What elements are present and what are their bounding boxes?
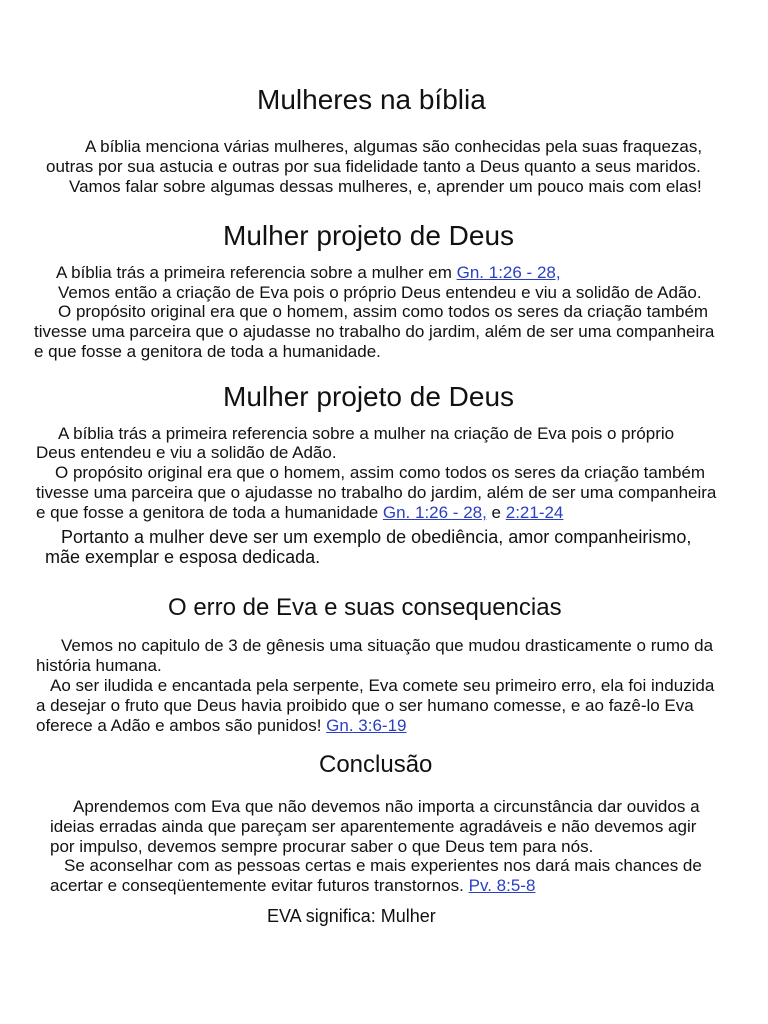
paragraph-line: tivesse uma parceira que o ajudasse no trabalho do jardim, além de ser uma companheira	[34, 322, 715, 341]
paragraph-text: e que fosse a genitora de toda a humanidade	[36, 503, 383, 522]
paragraph-line	[36, 716, 406, 736]
paragraph-line: Vemos então a criação de Eva pois o próprio Deus entendeu e viu a solidão de Adão.	[58, 283, 702, 302]
conjunction-text: e	[486, 503, 506, 522]
section-heading: Mulher projeto de Deus	[223, 381, 515, 412]
paragraph-line: tivesse uma parceira que o ajudasse no trabalho do jardim, além de ser uma companheira	[36, 483, 717, 502]
page-title: Mulheres na bíblia	[257, 84, 486, 115]
intro-line: Vamos falar sobre algumas dessas mulheres, e, aprender um pouco mais com elas!	[69, 177, 702, 196]
paragraph-line	[56, 263, 561, 283]
paragraph-line: Aprendemos com Eva que não devemos não importa a circunstância dar ouvidos a	[73, 797, 700, 816]
paragraph-line: ideias erradas ainda que pareçam ser aparentemente agradáveis e não devemos agir	[50, 817, 697, 836]
paragraph-line: Portanto a mulher deve ser um exemplo de obediência, amor companheirismo,	[61, 527, 692, 547]
bible-reference-link[interactable]: Gn. 3:6-19	[326, 716, 407, 735]
paragraph-line: Ao ser iludida e encantada pela serpente, Eva comete seu primeiro erro, ela foi induzida	[50, 676, 715, 695]
section-heading: O erro de Eva e suas consequencias	[168, 594, 562, 621]
paragraph-line: por impulso, devemos sempre procurar saber o que Deus tem para nós.	[50, 837, 594, 856]
paragraph-line	[36, 503, 563, 523]
paragraph-text: oferece a Adão e ambos são punidos!	[36, 716, 327, 735]
paragraph-line: Deus entendeu e viu a solidão de Adão.	[36, 443, 337, 462]
paragraph-text: A bíblia trás a primeira referencia sobre a mulher em	[56, 263, 457, 282]
paragraph-line: A bíblia trás a primeira referencia sobre a mulher na criação de Eva pois o próprio	[58, 424, 675, 443]
intro-line: A bíblia menciona várias mulheres, algumas são conhecidas pela suas fraquezas,	[85, 137, 703, 156]
bible-reference-link[interactable]: Gn. 1:26 - 28,	[382, 503, 487, 522]
bible-reference-link[interactable]: 2:21-24	[505, 503, 564, 522]
section-heading: Conclusão	[319, 751, 433, 778]
section-heading: Mulher projeto de Deus	[223, 220, 515, 251]
paragraph-line: mãe exemplar e esposa dedicada.	[45, 547, 321, 567]
paragraph-line: Vemos no capitulo de 3 de gênesis uma situação que mudou drasticamente o rumo da	[61, 636, 714, 655]
paragraph-text: acertar e conseqüentemente evitar futuros transtornos.	[50, 876, 469, 895]
paragraph-line: e que fosse a genitora de toda a humanidade.	[34, 342, 381, 361]
paragraph-line	[50, 876, 535, 896]
paragraph-line: a desejar o fruto que Deus havia proibido que o ser humano comesse, e ao fazê-lo Eva	[36, 696, 694, 715]
bible-reference-link[interactable]: Pv. 8:5-8	[468, 876, 536, 895]
eva-meaning: EVA significa: Mulher	[267, 906, 436, 926]
intro-line: outras por sua astucia e outras por sua fidelidade tanto a Deus quanto a seus maridos.	[46, 157, 701, 176]
paragraph-line: O propósito original era que o homem, assim como todos os seres da criação também	[58, 302, 709, 321]
paragraph-line: história humana.	[36, 656, 162, 675]
paragraph-line: O propósito original era que o homem, assim como todos os seres da criação também	[55, 463, 706, 482]
bible-reference-link[interactable]: Gn. 1:26 - 28,	[456, 263, 561, 282]
paragraph-line: Se aconselhar com as pessoas certas e mais experientes nos dará mais chances de	[64, 856, 702, 875]
